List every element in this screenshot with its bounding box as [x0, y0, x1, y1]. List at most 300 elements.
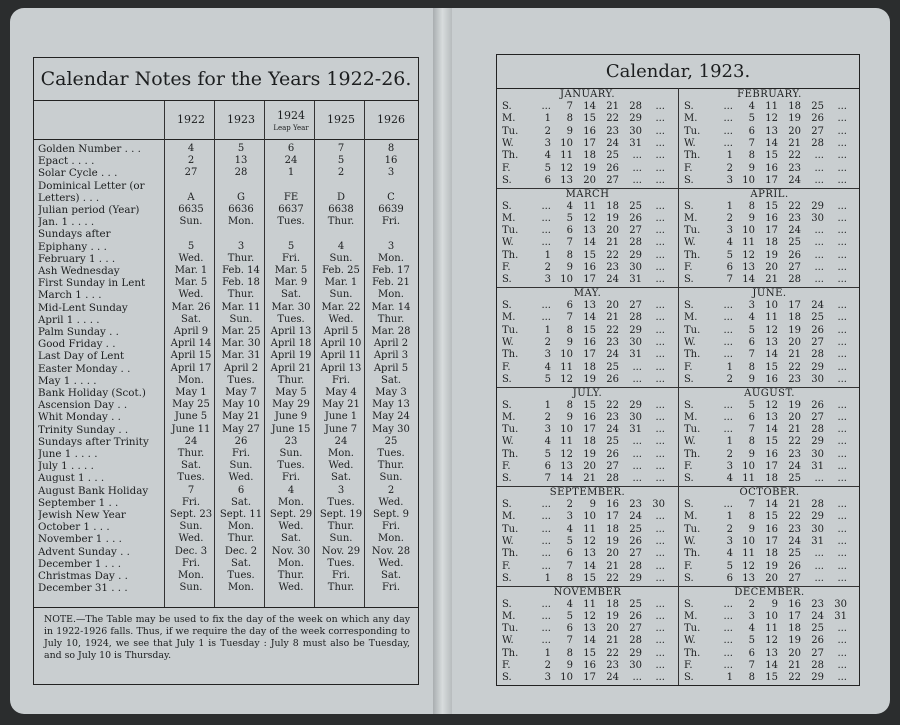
date-cell: 18 [788, 623, 801, 635]
notes-row [34, 204, 418, 216]
date-cell: 1 [726, 511, 733, 523]
day-row [679, 623, 860, 635]
year-header-1922: 1922 [177, 113, 205, 126]
date-cell: 9 [589, 499, 596, 510]
date-cell: 12 [765, 324, 778, 336]
row-value: May 29 [272, 399, 310, 411]
date-cell: 8 [748, 200, 755, 212]
row-value: April 17 [170, 362, 212, 374]
date-cell: ... [814, 572, 824, 584]
date-cell: ... [655, 237, 665, 249]
row-label: Epiphany . . . [38, 240, 107, 253]
date-cell: 6 [748, 336, 755, 348]
day-name: F. [684, 660, 693, 671]
day-row [497, 225, 678, 237]
date-cell: 22 [606, 249, 619, 261]
date-cell: 30 [629, 336, 642, 348]
date-cell: 7 [566, 237, 573, 249]
row-value: Sept. 29 [269, 509, 313, 520]
date-cell: 19 [765, 560, 778, 572]
date-cell: 5 [544, 373, 551, 385]
date-cell: 15 [765, 200, 778, 212]
day-row [497, 672, 678, 684]
date-cell: 7 [566, 101, 573, 112]
day-row [497, 101, 678, 113]
date-cell: 8 [748, 511, 755, 523]
row-value: Sat. [380, 570, 401, 581]
date-cell: 8 [566, 572, 573, 584]
date-cell: ... [655, 511, 665, 523]
day-row [679, 660, 860, 672]
row-value: G [237, 191, 245, 203]
date-cell: 8 [566, 399, 573, 411]
row-value: Fri. [181, 557, 201, 569]
notes-row [34, 448, 418, 460]
date-cell: ... [837, 473, 847, 485]
date-cell: 20 [788, 336, 801, 348]
date-cell: ... [655, 473, 665, 485]
notes-row [34, 143, 418, 155]
date-cell: 30 [629, 262, 642, 273]
date-cell: ... [814, 560, 824, 572]
day-row [497, 436, 678, 448]
row-value: May 30 [372, 423, 410, 435]
row-value: Mar. 25 [221, 326, 261, 337]
date-cell: 9 [566, 411, 573, 423]
day-name: S. [502, 598, 512, 610]
date-cell: 2 [726, 162, 733, 174]
date-cell: 31 [629, 137, 642, 149]
row-value: Wed. [178, 252, 204, 264]
date-cell: 10 [560, 424, 573, 436]
date-cell: 16 [788, 598, 801, 610]
day-name: W. [684, 535, 696, 547]
row-value: Tues. [277, 313, 305, 325]
date-cell: ... [837, 511, 847, 523]
date-cell: 19 [583, 373, 596, 385]
date-cell: 3 [726, 225, 733, 237]
date-cell: ... [655, 411, 665, 423]
row-value: Sept. 19 [319, 509, 363, 520]
date-cell: 12 [765, 399, 778, 411]
column-rule [164, 101, 165, 607]
day-row [679, 312, 860, 324]
date-cell: 13 [765, 647, 778, 659]
date-cell: 24 [606, 424, 619, 436]
day-name: Tu. [684, 125, 701, 137]
date-cell: 27 [606, 174, 619, 186]
notes-row [34, 302, 418, 314]
date-cell: 16 [606, 499, 619, 510]
date-cell: 24 [606, 137, 619, 149]
day-row [497, 412, 678, 424]
day-name: W. [684, 436, 696, 448]
date-cell: 1 [544, 113, 551, 125]
date-cell: 13 [765, 125, 778, 137]
date-cell: 5 [566, 212, 573, 224]
date-cell: 16 [583, 262, 596, 273]
date-cell: 22 [788, 436, 801, 448]
row-label: September 1 . . [38, 496, 119, 509]
date-cell: 6 [566, 623, 573, 635]
date-cell: ... [837, 200, 847, 212]
date-cell: 25 [606, 361, 619, 373]
date-cell: 7 [544, 473, 551, 485]
row-label: Palm Sunday . . [38, 326, 119, 338]
row-value: Sun. [329, 533, 353, 545]
date-cell: 11 [560, 436, 573, 448]
date-cell: 23 [788, 212, 801, 224]
date-cell: 17 [583, 424, 596, 436]
date-cell: 3 [544, 274, 551, 286]
date-cell: 18 [765, 237, 778, 249]
date-cell: ... [814, 548, 824, 560]
row-value: Wed. [278, 582, 304, 594]
date-cell: 15 [583, 249, 596, 261]
row-value: Mon. [228, 521, 254, 533]
row-value: Sat. [180, 460, 201, 472]
date-cell: ... [837, 548, 847, 560]
date-cell: ... [837, 162, 847, 174]
date-cell: ... [655, 174, 665, 186]
day-name: S. [684, 200, 694, 212]
row-label: First Sunday in Lent [38, 277, 146, 290]
row-value: Sun. [379, 472, 403, 484]
date-cell: 27 [629, 225, 642, 237]
date-cell: 21 [583, 473, 596, 485]
notes-row [34, 289, 418, 301]
day-name: F. [684, 461, 693, 472]
date-cell: ... [723, 312, 733, 324]
day-name: M. [684, 511, 698, 523]
day-name: Th. [684, 548, 701, 560]
day-name: S. [502, 499, 512, 510]
date-cell: 21 [606, 560, 619, 572]
date-cell: ... [837, 113, 847, 125]
date-cell: ... [541, 598, 551, 610]
date-cell: 4 [566, 523, 573, 535]
month-name: JANUARY. [559, 89, 616, 100]
date-cell: ... [655, 623, 665, 635]
date-cell: ... [655, 312, 665, 324]
row-value: 24 [334, 435, 348, 447]
row-value: Feb. 25 [322, 265, 360, 276]
date-cell: 22 [788, 361, 801, 373]
date-cell: 4 [748, 623, 755, 635]
day-row [497, 300, 678, 312]
row-value: Feb. 14 [222, 265, 260, 276]
date-cell: 26 [606, 373, 619, 385]
month-name: JUNE. [752, 288, 787, 299]
date-cell: 18 [765, 473, 778, 485]
month-october [679, 487, 860, 586]
day-row [497, 561, 678, 573]
date-cell: ... [814, 150, 824, 162]
day-name: Th. [684, 647, 701, 659]
row-value: Wed. [278, 521, 304, 533]
date-cell: ... [632, 473, 642, 485]
date-cell: ... [541, 101, 551, 112]
date-cell: 10 [765, 610, 778, 622]
date-cell: 2 [726, 448, 733, 460]
day-row [679, 113, 860, 125]
date-cell: 10 [742, 174, 755, 186]
row-value: Nov. 29 [321, 545, 361, 557]
date-cell: 16 [765, 448, 778, 460]
date-cell: ... [837, 361, 847, 373]
date-cell: 27 [811, 647, 824, 659]
date-cell: 19 [606, 212, 619, 224]
notes-row [34, 228, 418, 240]
day-row [679, 611, 860, 623]
date-cell: 1 [544, 399, 551, 411]
month-name: APRIL. [750, 188, 789, 200]
day-row [679, 561, 860, 573]
day-row [497, 611, 678, 623]
date-cell: 14 [765, 499, 778, 510]
date-cell: 29 [629, 113, 642, 125]
day-name: Tu. [684, 523, 701, 535]
date-cell: 9 [566, 125, 573, 137]
date-cell: 20 [606, 623, 619, 635]
date-cell: 26 [629, 535, 642, 547]
row-value: April 18 [270, 338, 312, 350]
day-name: Th. [684, 150, 701, 162]
notes-row [34, 387, 418, 399]
row-value: Mar. 28 [371, 326, 411, 337]
row-value: Mar. 31 [221, 350, 261, 362]
date-cell: 12 [765, 635, 778, 647]
date-cell: 20 [606, 300, 619, 311]
date-cell: 24 [788, 225, 801, 237]
date-cell: 24 [788, 174, 801, 186]
date-cell: ... [837, 499, 847, 510]
day-row [679, 175, 860, 187]
date-cell: 2 [726, 523, 733, 535]
row-value: Sat. [380, 374, 401, 386]
date-cell: 15 [583, 324, 596, 336]
date-cell: ... [541, 523, 551, 535]
date-cell: ... [723, 125, 733, 137]
row-value: May 21 [322, 399, 360, 411]
row-value: Thur. [177, 448, 205, 459]
month-february [679, 89, 860, 188]
date-cell: ... [723, 137, 733, 149]
date-cell: 19 [788, 635, 801, 647]
row-label: May 1 . . . . [38, 374, 97, 387]
date-cell: ... [837, 373, 847, 385]
date-cell: 7 [748, 137, 755, 149]
date-cell: 18 [583, 150, 596, 162]
date-cell: 24 [606, 274, 619, 286]
date-cell: 25 [629, 200, 642, 212]
date-cell: 11 [742, 548, 755, 560]
day-name: S. [502, 174, 512, 186]
row-value: Sat. [180, 313, 201, 325]
date-cell: 24 [606, 672, 619, 684]
row-value: Wed. [228, 472, 254, 484]
date-cell: 13 [742, 262, 755, 273]
row-value: 8 [387, 143, 395, 154]
row-value: Sept. 23 [169, 509, 213, 520]
day-row [497, 175, 678, 187]
date-cell: 2 [726, 373, 733, 385]
row-value: Sat. [280, 533, 301, 545]
day-row [497, 536, 678, 548]
date-cell: 24 [811, 610, 824, 622]
day-row [679, 424, 860, 436]
date-cell: 27 [606, 461, 619, 472]
date-cell: 17 [583, 274, 596, 286]
day-name: M. [502, 113, 516, 125]
date-cell: ... [655, 523, 665, 535]
date-cell: 8 [748, 361, 755, 373]
day-row [679, 274, 860, 286]
date-cell: 30 [811, 448, 824, 460]
row-value: Wed. [178, 533, 204, 545]
day-row [497, 524, 678, 536]
row-value: April 9 [173, 326, 209, 337]
day-row [497, 648, 678, 660]
date-cell: 17 [788, 300, 801, 311]
day-row [679, 524, 860, 536]
date-cell: 24 [788, 535, 801, 547]
date-cell: 16 [583, 125, 596, 137]
date-cell: 28 [811, 349, 824, 361]
date-cell: ... [723, 300, 733, 311]
day-name: S. [684, 473, 694, 485]
month-name: FEBRUARY. [737, 89, 802, 100]
row-value: 4 [287, 484, 295, 496]
row-value: Sept. 9 [373, 509, 409, 520]
row-label: Easter Monday . . [38, 362, 131, 375]
date-cell: 1 [544, 324, 551, 336]
notes-row [34, 363, 418, 375]
year-header-1924 [266, 101, 316, 139]
date-cell: 16 [583, 660, 596, 671]
day-name: Tu. [684, 424, 701, 436]
date-cell: ... [655, 101, 665, 112]
date-cell: ... [541, 511, 551, 523]
row-value: April 19 [270, 350, 312, 362]
row-label: October 1 . . . [38, 521, 110, 534]
row-value: April 5 [323, 326, 359, 337]
day-row [497, 163, 678, 175]
date-cell: 13 [560, 174, 573, 186]
row-label: Christmas Day . . [38, 570, 128, 582]
date-cell: 4 [544, 436, 551, 448]
day-row [679, 400, 860, 412]
date-cell: 9 [771, 598, 778, 610]
date-cell: 23 [788, 373, 801, 385]
row-value: 16 [384, 155, 398, 167]
date-cell: 12 [583, 212, 596, 224]
day-name: S. [684, 300, 694, 311]
date-cell: 12 [742, 560, 755, 572]
date-cell: ... [655, 113, 665, 125]
day-row [679, 473, 860, 485]
row-label: Mid-Lent Sunday [38, 301, 128, 314]
day-row [497, 449, 678, 461]
date-cell: 1 [726, 672, 733, 684]
date-cell: 29 [811, 511, 824, 523]
date-cell: 14 [583, 560, 596, 572]
row-value: May 25 [172, 399, 210, 411]
row-label: Whit Monday . . [38, 411, 121, 424]
row-value: 27 [184, 167, 198, 179]
date-cell: ... [655, 660, 665, 671]
row-value: Fri. [381, 216, 401, 228]
date-cell: 15 [765, 150, 778, 162]
date-cell: ... [723, 399, 733, 411]
row-value: Fri. [231, 448, 251, 459]
date-cell: 28 [811, 424, 824, 436]
row-label: Trinity Sunday . . [38, 423, 129, 436]
date-cell: 25 [606, 150, 619, 162]
date-cell: ... [655, 373, 665, 385]
row-value: April 13 [270, 326, 312, 337]
day-row [679, 225, 860, 237]
date-cell: 2 [566, 499, 573, 510]
date-cell: 26 [629, 212, 642, 224]
date-cell: 9 [748, 212, 755, 224]
row-value: June 11 [171, 423, 211, 435]
row-value: Sept. 11 [219, 509, 263, 520]
month-name: DECEMBER. [734, 586, 805, 598]
date-cell: 28 [629, 635, 642, 647]
row-value: 5 [187, 240, 195, 252]
day-name: S. [502, 274, 512, 286]
date-cell: ... [837, 174, 847, 186]
date-cell: 2 [544, 411, 551, 423]
date-cell: 19 [583, 448, 596, 460]
date-cell: 4 [726, 548, 733, 560]
date-cell: 27 [811, 125, 824, 137]
date-cell: 15 [583, 572, 596, 584]
date-cell: 29 [811, 436, 824, 448]
date-cell: 1 [726, 436, 733, 448]
row-value: Mon. [378, 252, 404, 264]
notes-row [34, 558, 418, 570]
date-cell: ... [837, 312, 847, 324]
row-value: Sun. [229, 313, 253, 325]
date-cell: 24 [788, 461, 801, 472]
row-value: Mon. [228, 216, 254, 228]
month-august [679, 388, 860, 487]
date-cell: 1 [544, 647, 551, 659]
date-cell: ... [655, 300, 665, 311]
date-cell: 19 [788, 324, 801, 336]
row-value: Nov. 30 [271, 545, 311, 557]
date-cell: ... [837, 399, 847, 411]
date-cell: 7 [566, 635, 573, 647]
date-cell: ... [541, 548, 551, 560]
date-cell: 8 [748, 436, 755, 448]
row-value: Mon. [328, 448, 354, 459]
date-cell: 5 [566, 535, 573, 547]
date-cell: ... [541, 300, 551, 311]
calendar-title: Calendar, 1923. [497, 55, 859, 89]
date-cell: 14 [583, 312, 596, 324]
row-value: Thur. [227, 289, 255, 301]
date-cell: 22 [788, 150, 801, 162]
year-header-1926: 1926 [377, 113, 405, 126]
date-cell: ... [723, 113, 733, 125]
date-cell: ... [655, 349, 665, 361]
row-value: Tues. [227, 570, 255, 581]
leap-year-note: Leap Year [273, 124, 309, 132]
year-header-1923: 1923 [227, 113, 255, 126]
